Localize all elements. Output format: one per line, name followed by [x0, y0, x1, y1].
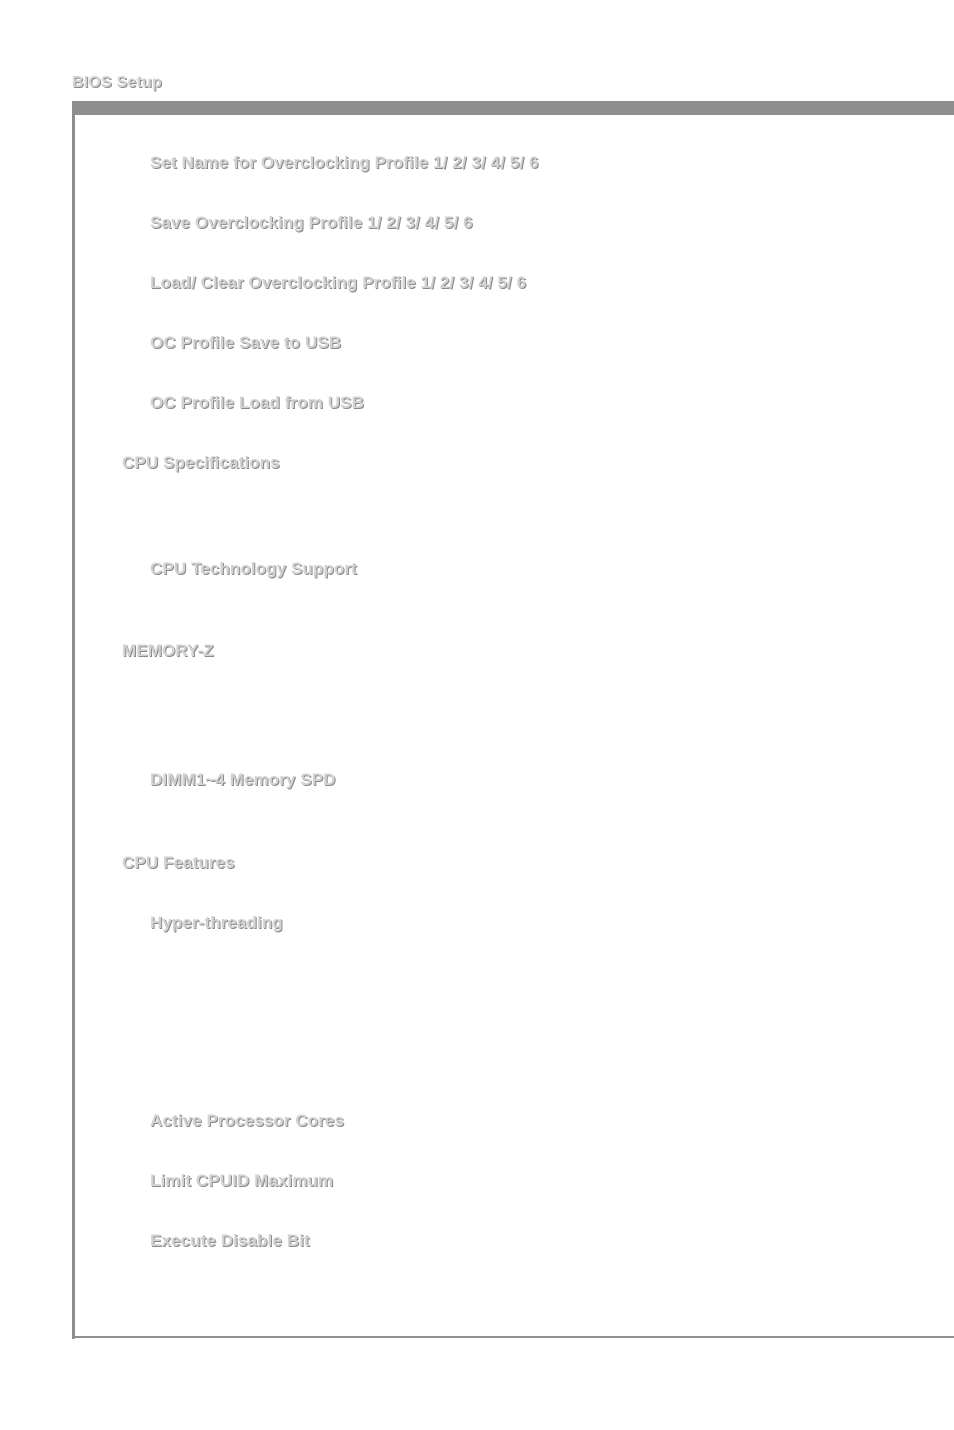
section-cpu-specifications: CPU Specifications	[122, 453, 280, 472]
item-active-processor-cores: Active Processor Cores	[150, 1111, 345, 1130]
bottom-border	[72, 1336, 954, 1338]
page-title: BIOS Setup	[72, 74, 163, 91]
left-border	[72, 101, 75, 1339]
item-hyper-threading: Hyper-threading	[150, 913, 283, 932]
header-bar	[72, 101, 954, 115]
item-set-name-oc-profile: Set Name for Overclocking Profile 1/ 2/ 3/ 4/ 5/ 6	[150, 153, 539, 172]
section-cpu-features: CPU Features	[122, 853, 235, 872]
item-oc-profile-load-usb: OC Profile Load from USB	[150, 393, 364, 412]
item-oc-profile-save-usb: OC Profile Save to USB	[150, 333, 342, 352]
item-execute-disable-bit: Execute Disable Bit	[150, 1231, 310, 1250]
item-dimm-memory-spd: DIMM1~4 Memory SPD	[150, 770, 336, 789]
item-cpu-technology-support: CPU Technology Support	[150, 559, 357, 578]
item-load-clear-oc-profile: Load/ Clear Overclocking Profile 1/ 2/ 3/ 4/ 5/ 6	[150, 273, 527, 292]
section-memory-z: MEMORY-Z	[122, 641, 214, 660]
item-limit-cpuid-maximum: Limit CPUID Maximum	[150, 1171, 334, 1190]
item-save-oc-profile: Save Overclocking Profile 1/ 2/ 3/ 4/ 5/ 6	[150, 213, 473, 232]
